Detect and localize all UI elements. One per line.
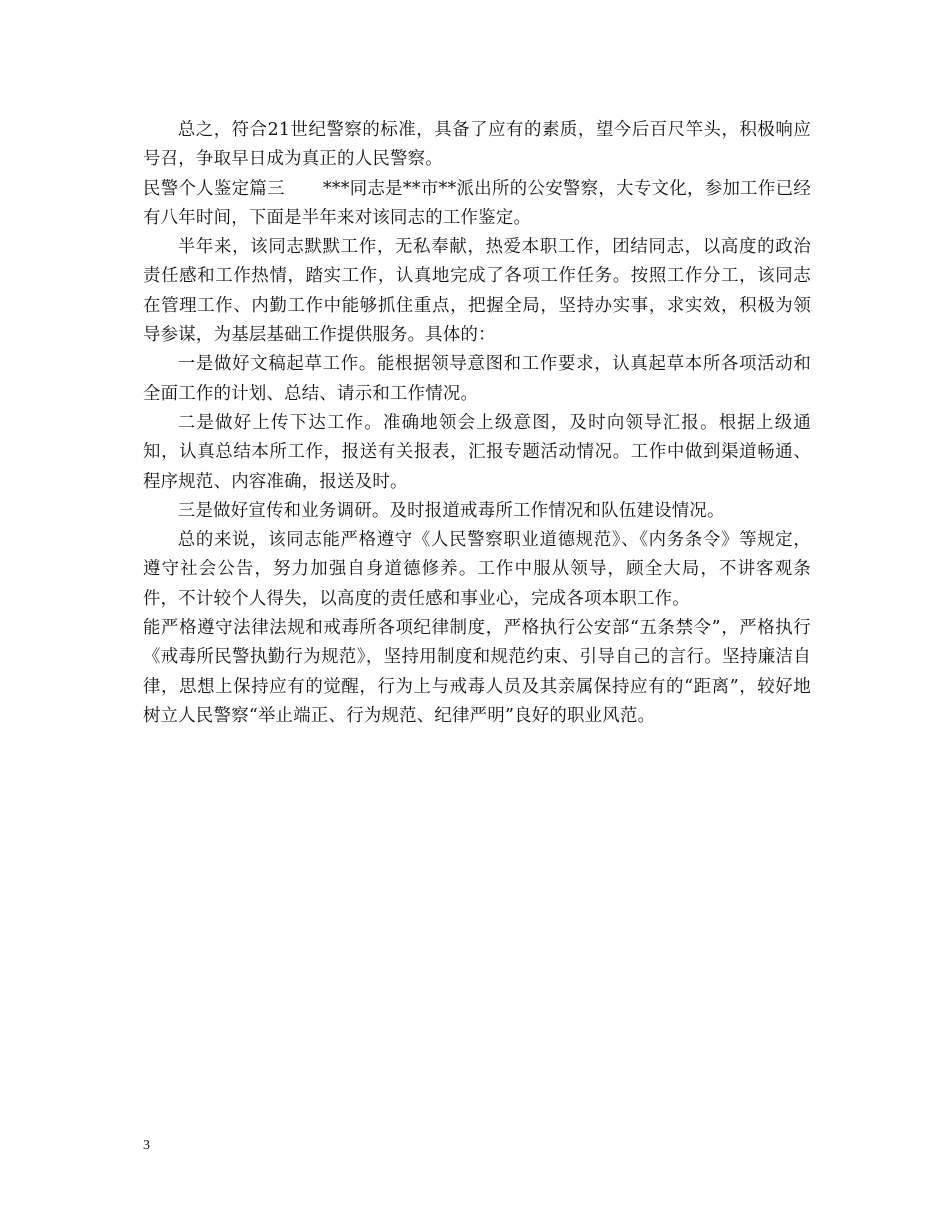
page-number: 3 [143,1138,150,1153]
paragraph-overall-conclusion: 总的来说，该同志能严格遵守《人民警察职业道德规范》、《内务条令》等规定，遵守社会公告，努力加强自身道德修养。工作中服从领导，顾全大局，不讲客观条件，不计较个人得失，以高度的责任感和事业心，完成各项本职工作。 [143,530,811,609]
paragraph-drafting-work: 一是做好文稿起草工作。能根据领导意图和工作要求，认真起草本所各项活动和全面工作的计划、总结、请示和工作情况。 [143,354,811,404]
paragraph-discipline: 能严格遵守法律法规和戒毒所各项纪律制度，严格执行公安部“五条禁令”，严格执行《戒毒所民警执勤行为规范》，坚持用制度和规范约束、引导自己的言行。坚持廉洁自律，思想上保持应有的觉醒，行为上与戒毒人员及其亲属保持应有的“距离”，较好地树立人民警察“举止端正、行为规范、纪律严明”良好的职业风范。 [143,618,811,726]
section-heading-paragraph [143,175,811,234]
section-intro-text: ***同志是**市**派出所的公安警察，大专文化，参加工作已经有八年时间，下面是半年来对该同志的工作鉴定。 [143,178,811,228]
paragraph-half-year-review: 半年来，该同志默默工作，无私奉献，热爱本职工作，团结同志，以高度的政治责任感和工作热情，踏实工作，认真地完成了各项工作任务。按照工作分工，该同志在管理工作、内勤工作中能够抓住重点，把握全局，坚持办实事，求实效，积极为领导参谋，为基层基础工作提供服务。具体的： [143,237,811,346]
paragraph-summary: 总之，符合21世纪警察的标准，具备了应有的素质，望今后百尺竿头，积极响应号召，争取早日成为真正的人民警察。 [143,120,811,170]
section-title: 民警个人鉴定篇三 [143,178,285,199]
paragraph-communication-work: 二是做好上传下达工作。准确地领会上级意图，及时向领导汇报。根据上级通知，认真总结本所工作，报送有关报表，汇报专题活动情况。工作中做到渠道畅通、程序规范、内容准确，报送及时。 [143,412,811,492]
paragraph-publicity-research: 三是做好宣传和业务调研。及时报道戒毒所工作情况和队伍建设情况。 [177,500,725,521]
document-body [143,116,811,731]
